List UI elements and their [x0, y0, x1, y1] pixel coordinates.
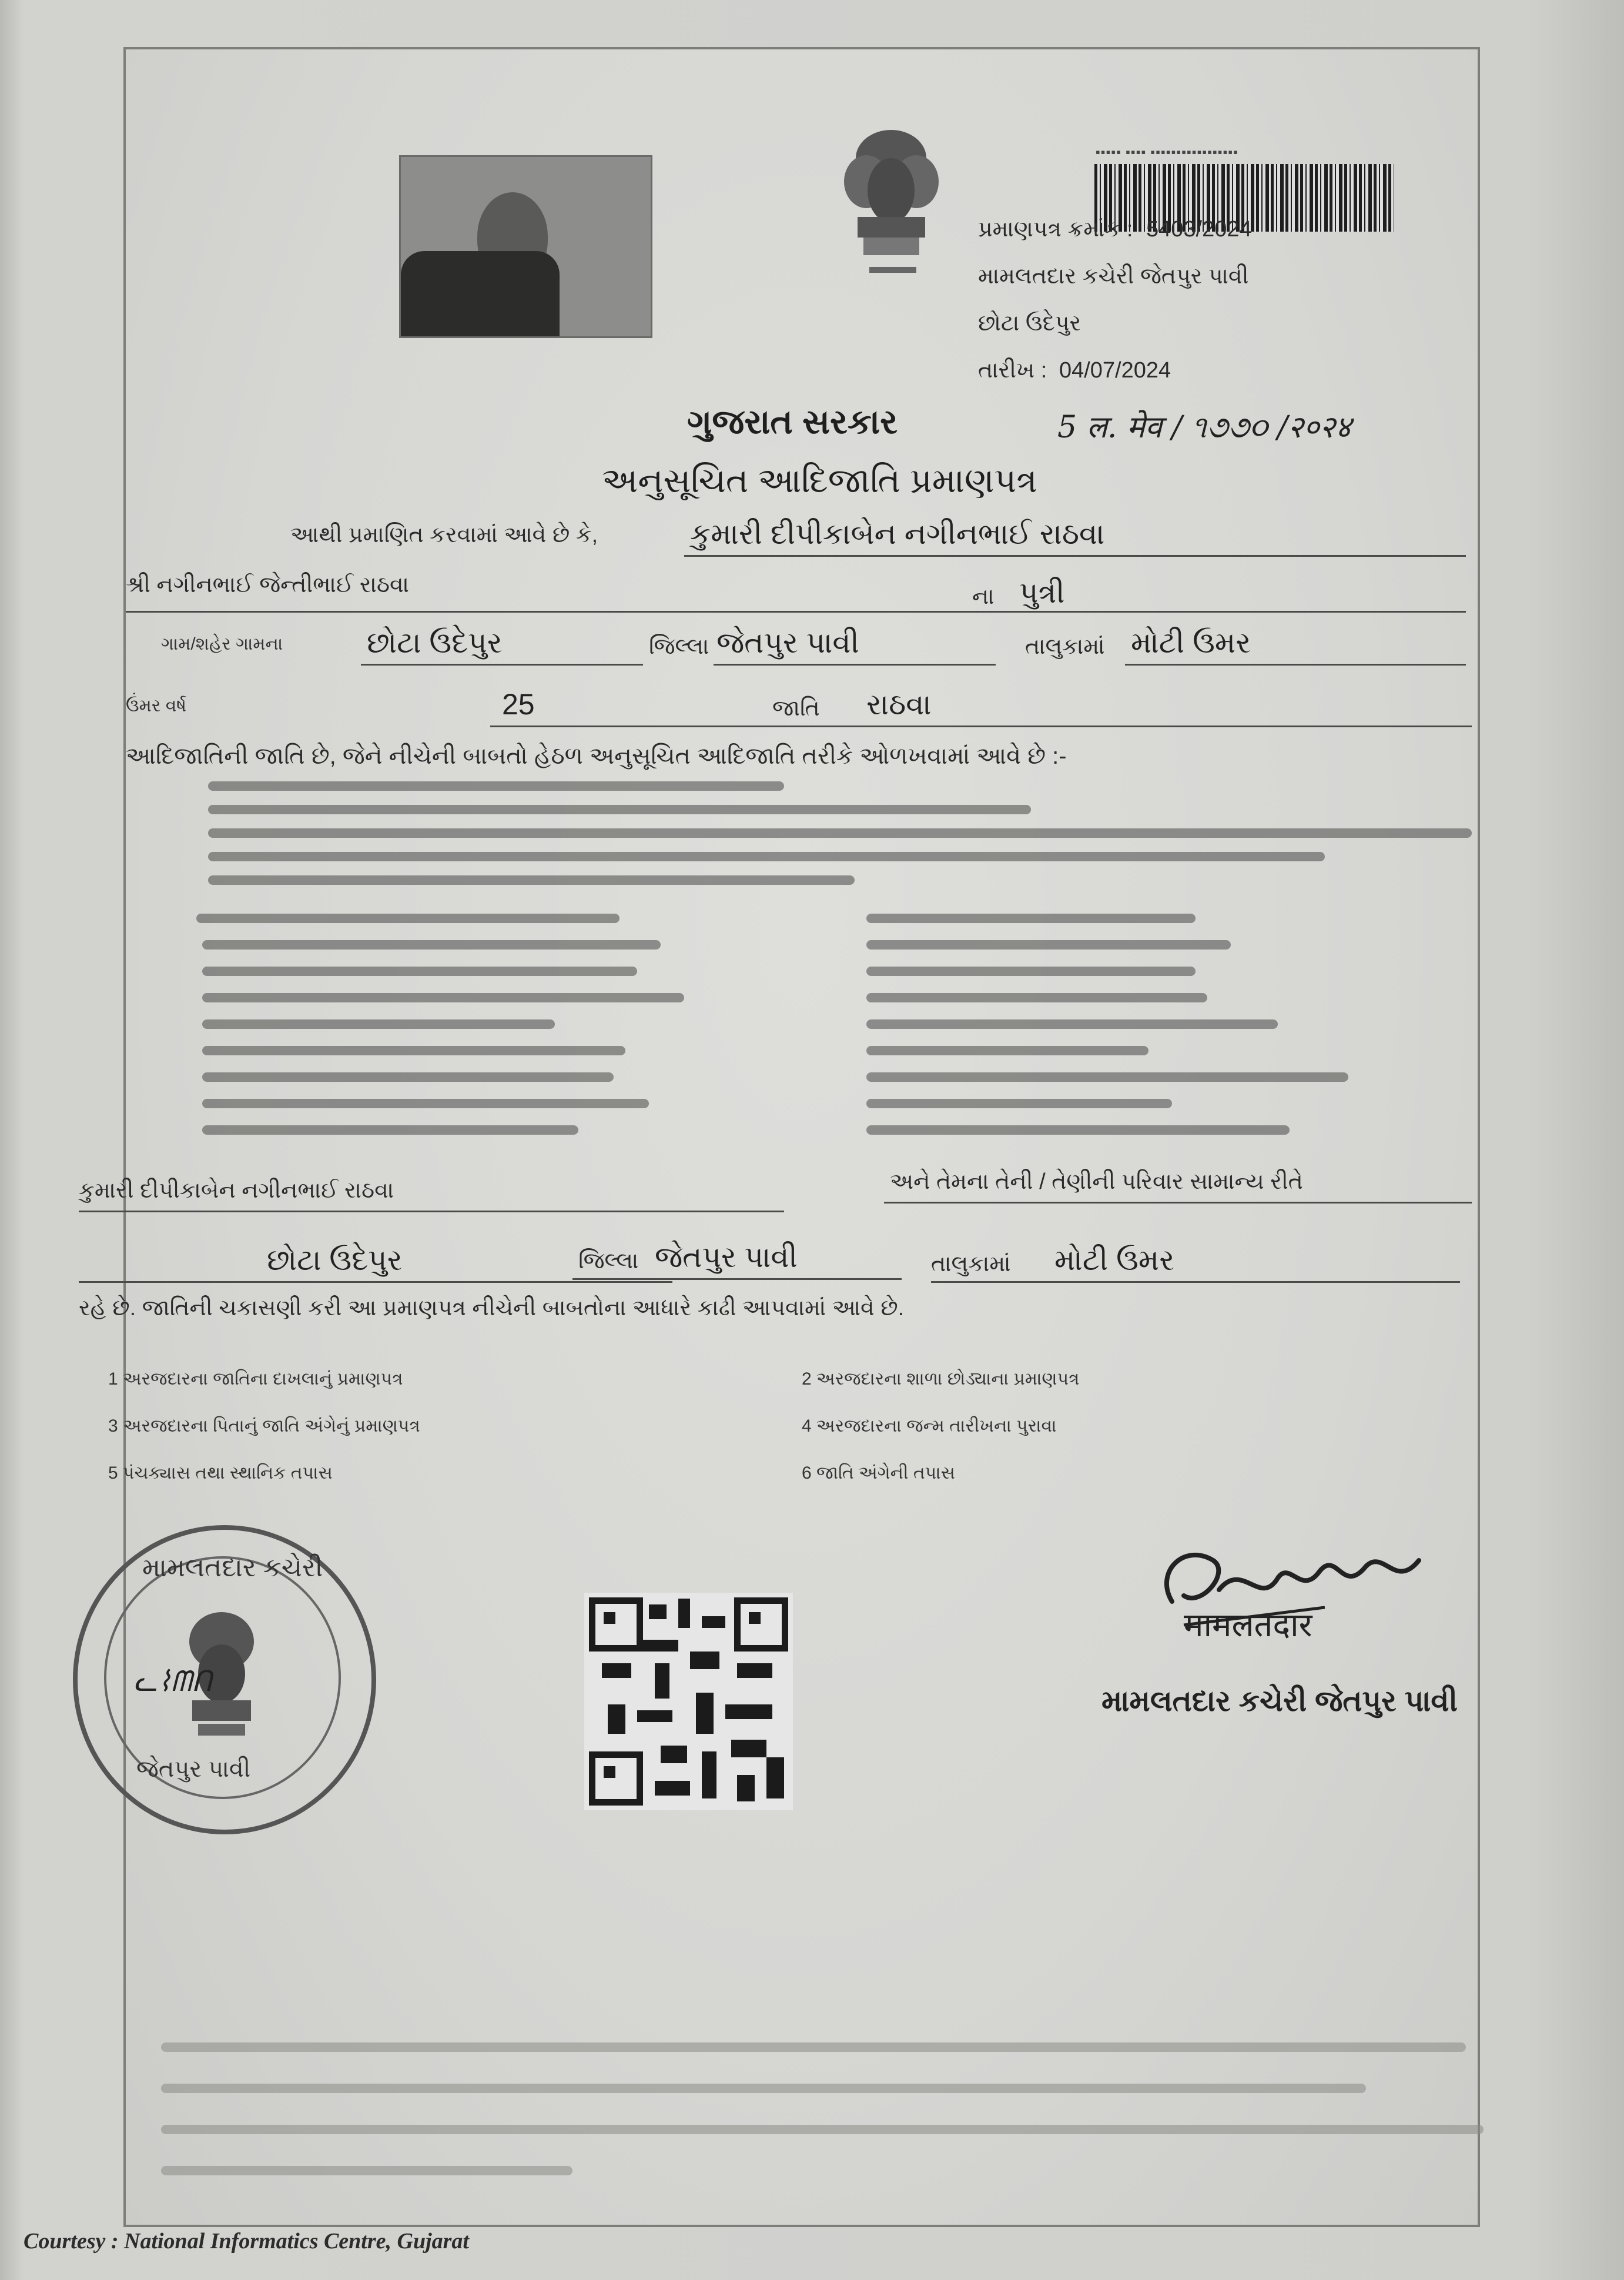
issuing-office: મામલતદાર કચેરી જેતપુર પાવી	[978, 264, 1249, 289]
verification-qr-code	[584, 1593, 793, 1810]
certificate-number-label: પ્રમાણપત્ર ક્રમાંક :	[978, 217, 1133, 242]
certify-prefix: આથી પ્રમાણિત કરવામાં આવે છે કે,	[290, 523, 598, 547]
date-label: તારીખ :	[978, 358, 1047, 383]
barcode-number: ▪▪▪▪▪ ▪▪▪▪ ▪▪▪▪▪▪▪▪▪▪▪▪▪▪▪▪▪	[1096, 145, 1238, 159]
district-label: જિલ્લા	[649, 634, 709, 659]
applicant-name: કુમારી દીપીકાબેન નગીનભાઈ રાઠવા	[690, 517, 1105, 550]
basis-item: 2 અરજદારના શાળા છોડ્યાના પ્રમાણપત્ર	[802, 1369, 1080, 1389]
relation-prefix: ના	[972, 584, 995, 609]
seal-bottom-text: જેતપુર પાવી	[136, 1756, 251, 1782]
basis-item: 4 અરજદારના જન્મ તારીખના પુરાવા	[802, 1416, 1057, 1436]
declaration-text: આદિજાતિની જાતિ છે, જેને નીચેની બાબતો હેઠળ અનુસૂચિત આદિજાતિ તરીકે ઓળખવામાં આવે છે :-	[126, 743, 1067, 769]
signatory-office: મામલતદાર કચેરી જેતપુર પાવી	[1101, 1684, 1458, 1717]
basis-item: 5 પંચક્યાસ તથા સ્થાનિક તપાસ	[108, 1463, 333, 1483]
office-seal	[73, 1525, 376, 1834]
handwritten-reference: 5 ल. मेव / ૧૭૭૦ /२०२४	[1057, 410, 1351, 445]
issuing-district: છોટા ઉદેપુર	[978, 311, 1081, 336]
seal-top-text: મામલતદાર કચેરી	[142, 1553, 323, 1582]
caste-label: જાતિ	[772, 696, 820, 721]
signature-designation: मामलतदार	[1184, 1606, 1312, 1644]
certificate-number: 5403/2024	[1146, 217, 1252, 242]
taluka-label: તાલુકામાં	[1025, 634, 1105, 659]
taluka2-value: મોટી ઉમર	[1054, 1243, 1175, 1276]
taluka2-label: તાલુકામાં	[931, 1252, 1011, 1276]
relation-value: પુત્રી	[1019, 576, 1065, 609]
state-emblem-icon	[834, 126, 949, 285]
family-residence-note: અને તેમના તેની / તેણીની પરિવાર સામાન્ય રીતે	[890, 1169, 1303, 1194]
age-value: 25	[502, 688, 535, 721]
taluka-value: મોટી ઉમર	[1131, 626, 1251, 659]
seal-signature: ᓚ⌇ᗰᑎ	[133, 1665, 213, 1698]
footer-courtesy: Courtesy : National Informatics Centre, Gujarat	[24, 2229, 469, 2254]
district2-label: જિલ્લા	[578, 1249, 639, 1273]
applicant-photo	[399, 155, 652, 338]
basis-statement: રહે છે. જાતિની ચકાસણી કરી આ પ્રમાણપત્ર નીચેની બાબતોના આધારે કાઢી આપવામાં આવે છે.	[79, 1296, 905, 1320]
holder-name-repeat: કુમારી દીપીકાબેન નગીનભાઈ રાઠવા	[79, 1178, 394, 1203]
government-header: ગુજરાત સરકાર	[687, 403, 898, 441]
basis-item: 6 જાતિ અંગેની તપાસ	[802, 1463, 955, 1483]
certificate-sheet	[79, 47, 1480, 2227]
district-value: જેતપુર પાવી	[716, 626, 859, 659]
caste-value: રાઠવા	[866, 688, 932, 721]
village-value: છોટા ઉદેપુર	[367, 626, 503, 659]
age-label: ઉંમર વર્ષ	[126, 696, 187, 716]
basis-item: 1 અરજદારના જાતિના દાખલાનું પ્રમાણપત્ર	[108, 1369, 403, 1389]
father-name: શ્રી નગીનભાઈ જેન્તીભાઈ રાઠવા	[126, 573, 409, 597]
village-label: ગામ/શહેર ગામના	[161, 634, 283, 654]
certificate-title: અનુસૂચિત આદિજાતિ પ્રમાણપત્ર	[602, 462, 1037, 500]
village2-value: છોટા ઉદેપુર	[267, 1243, 403, 1276]
district2-value: જેતપુર પાવી	[655, 1241, 798, 1273]
basis-item: 3 અરજદારના પિતાનું જાતિ અંગેનું પ્રમાણપત્ર	[108, 1416, 420, 1436]
issue-date: 04/07/2024	[1059, 358, 1171, 383]
